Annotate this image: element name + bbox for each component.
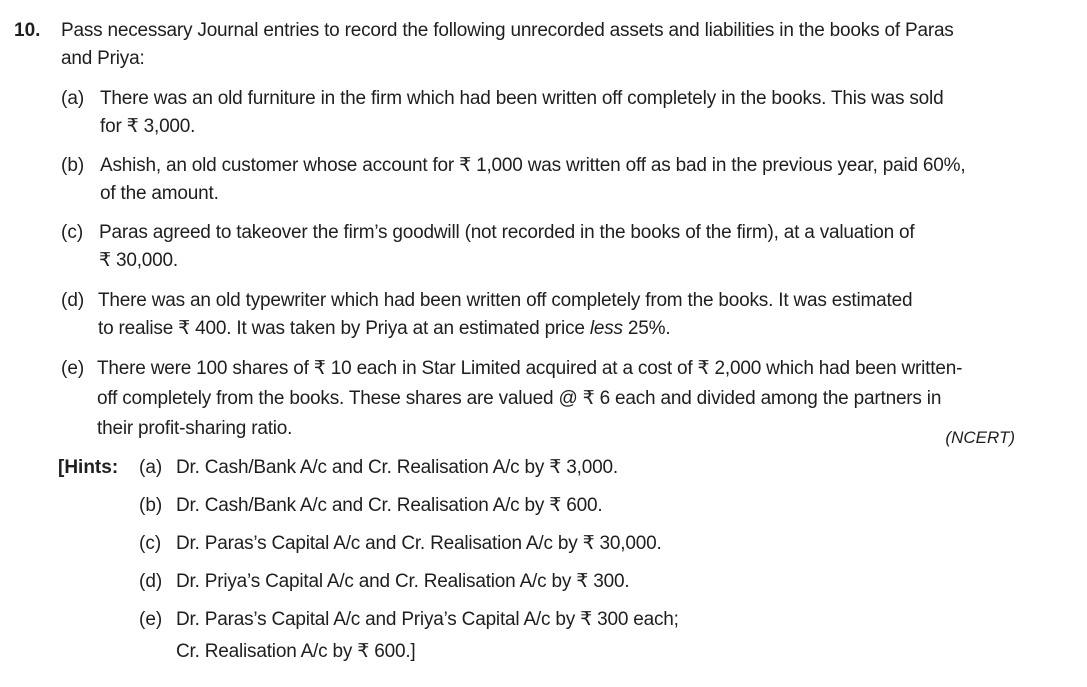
part-d-line-2-emphasis: less (589, 318, 623, 339)
part-e-label: (e) (61, 358, 85, 379)
part-a-label: (a) (61, 88, 85, 109)
part-d-line-2-text: to realise ₹ 400. It was taken by Priya at an estimated price (98, 318, 590, 339)
part-e-line-2: off completely from the books. These shares are valued @ ₹ 6 each and divided among the partners in (97, 388, 942, 409)
source-tag: (NCERT) (945, 428, 1015, 447)
part-d-line-2-tail: 25%. (622, 318, 671, 339)
question-stem-line-2: and Priya: (61, 48, 145, 69)
part-c-line-2: ₹ 30,000. (99, 250, 178, 271)
hint-b-label: (b) (139, 495, 163, 516)
hint-e-label: (e) (139, 609, 163, 630)
hint-c-text: Dr. Paras’s Capital A/c and Cr. Realisation A/c by ₹ 30,000. (176, 533, 662, 554)
part-a-line-2: for ₹ 3,000. (100, 116, 196, 137)
part-c-line-1: Paras agreed to takeover the firm’s goodwill (not recorded in the books of the firm), at a valuation of (99, 222, 915, 243)
hint-a-text: Dr. Cash/Bank A/c and Cr. Realisation A/c by ₹ 3,000. (176, 457, 618, 478)
part-e-line-3: their profit-sharing ratio. (97, 418, 293, 439)
part-d-line-2 (98, 316, 670, 342)
hint-e-text-line-2: Cr. Realisation A/c by ₹ 600.] (176, 641, 416, 662)
hint-c-label: (c) (139, 533, 162, 554)
part-b-label: (b) (61, 155, 85, 176)
question-number: 10. (14, 20, 41, 41)
hint-d-text: Dr. Priya’s Capital A/c and Cr. Realisation A/c by ₹ 300. (176, 571, 630, 592)
part-a-line-1: There was an old furniture in the firm which had been written off completely in the books. This was sold (100, 88, 944, 109)
part-b-line-2: of the amount. (100, 183, 219, 204)
part-d-line-1: There was an old typewriter which had been written off completely from the books. It was estimated (98, 290, 913, 311)
part-c-label: (c) (61, 222, 84, 243)
question-stem-line-1: Pass necessary Journal entries to record the following unrecorded assets and liabilities in the books of Paras (61, 20, 954, 41)
hint-e-text-line-1: Dr. Paras’s Capital A/c and Priya’s Capital A/c by ₹ 300 each; (176, 609, 679, 630)
hint-b-text: Dr. Cash/Bank A/c and Cr. Realisation A/c by ₹ 600. (176, 495, 603, 516)
hints-title: [Hints: (58, 457, 119, 478)
part-d-label: (d) (61, 290, 85, 311)
part-e-line-1: There were 100 shares of ₹ 10 each in Star Limited acquired at a cost of ₹ 2,000 which had been written- (97, 358, 963, 379)
hint-d-label: (d) (139, 571, 163, 592)
part-b-line-1: Ashish, an old customer whose account for ₹ 1,000 was written off as bad in the previous year, paid 60%, (100, 155, 966, 176)
hint-a-label: (a) (139, 457, 163, 478)
